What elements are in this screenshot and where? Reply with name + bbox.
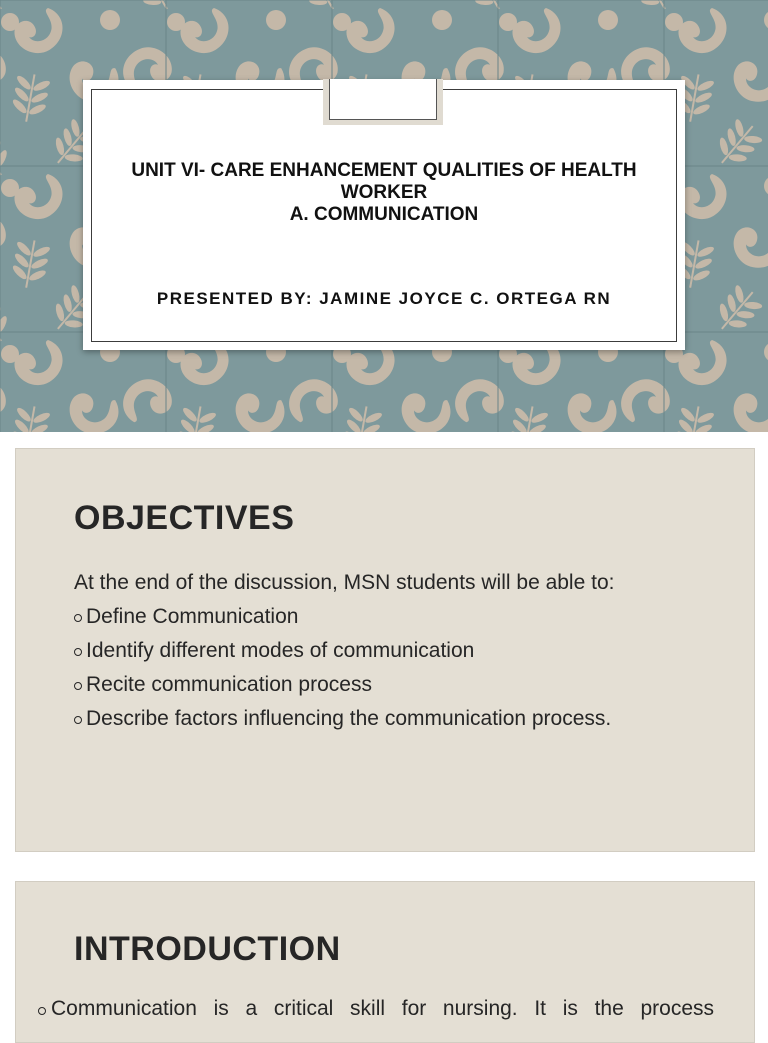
title-card xyxy=(83,80,685,350)
objectives-intro: At the end of the discussion, MSN students will be able to: xyxy=(74,571,615,594)
title-slide xyxy=(0,0,768,432)
list-item: Recite communication process xyxy=(74,668,714,702)
objectives-list xyxy=(74,600,714,733)
title-line-2: WORKER xyxy=(340,182,428,203)
objectives-heading: OBJECTIVES xyxy=(74,499,295,537)
introduction-heading: INTRODUCTION xyxy=(74,930,341,968)
introduction-paragraph xyxy=(38,997,714,1021)
list-item: Define Communication xyxy=(74,600,714,634)
title-line-3: A. COMMUNICATION xyxy=(289,204,479,225)
list-item: Describe factors influencing the communication process. xyxy=(74,702,714,733)
slide-title xyxy=(83,160,685,226)
objectives-slide xyxy=(15,448,755,852)
introduction-text: Communication is a critical skill for nursing. It is the process xyxy=(51,997,714,1020)
objectives-body xyxy=(74,566,714,733)
card-tab xyxy=(323,79,443,125)
title-line-1: UNIT VI- CARE ENHANCEMENT QUALITIES OF HEALTH xyxy=(131,160,637,181)
list-item: Identify different modes of communication xyxy=(74,634,714,668)
card-tab-inner xyxy=(329,79,437,120)
introduction-slide xyxy=(15,881,755,1043)
presenter-line: PRESENTED BY: JAMINE JOYCE C. ORTEGA RN xyxy=(156,289,612,308)
